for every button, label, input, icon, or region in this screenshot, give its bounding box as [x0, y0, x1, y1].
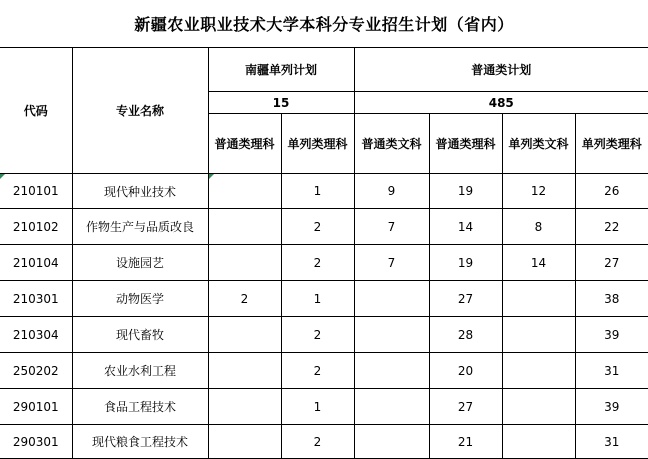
header-code: 代码 — [0, 48, 72, 174]
cell-count — [502, 389, 575, 425]
cell-count — [208, 245, 281, 281]
cell-major-name: 食品工程技术 — [72, 389, 208, 425]
cell-count: 14 — [502, 245, 575, 281]
cell-count: 28 — [429, 317, 502, 353]
cell-count: 1 — [281, 281, 354, 317]
table-row — [0, 245, 648, 281]
header-sub: 单列类文科 — [502, 114, 575, 174]
page-title: 新疆农业职业技术大学本科分专业招生计划（省内） — [134, 14, 514, 34]
cell-count — [354, 389, 429, 425]
header-sub: 普通类理科 — [429, 114, 502, 174]
cell-count: 26 — [575, 174, 648, 209]
cell-count: 2 — [281, 209, 354, 245]
header-group-southern-xinjiang: 南疆单列计划 — [208, 48, 354, 92]
header-sub: 普通类文科 — [354, 114, 429, 174]
cell-count: 27 — [429, 281, 502, 317]
cell-major-name: 设施园艺 — [72, 245, 208, 281]
cell-count — [354, 281, 429, 317]
cell-count: 2 — [281, 425, 354, 459]
cell-count: 38 — [575, 281, 648, 317]
cell-count — [208, 425, 281, 459]
header-sub: 普通类理科 — [208, 114, 281, 174]
cell-count — [354, 425, 429, 459]
cell-count — [208, 209, 281, 245]
cell-code: 290301 — [0, 425, 72, 459]
cell-count: 2 — [208, 281, 281, 317]
table-row — [0, 174, 648, 209]
table-row — [0, 425, 648, 459]
cell-count — [354, 317, 429, 353]
cell-count — [208, 353, 281, 389]
header-major: 专业名称 — [72, 48, 208, 174]
cell-count: 12 — [502, 174, 575, 209]
cell-code: 210304 — [0, 317, 72, 353]
header-sub: 单列类理科 — [575, 114, 648, 174]
header-group-general: 普通类计划 — [354, 48, 648, 92]
cell-count — [354, 353, 429, 389]
header-sub: 单列类理科 — [281, 114, 354, 174]
cell-count — [502, 425, 575, 459]
enrollment-table — [0, 47, 648, 459]
cell-count: 2 — [281, 245, 354, 281]
table-row — [0, 317, 648, 353]
cell-major-name: 农业水利工程 — [72, 353, 208, 389]
cell-count: 2 — [281, 317, 354, 353]
cell-code: 210104 — [0, 245, 72, 281]
cell-count: 2 — [281, 353, 354, 389]
cell-major-name: 动物医学 — [72, 281, 208, 317]
cell-count — [208, 317, 281, 353]
cell-count: 1 — [281, 174, 354, 209]
cell-code: 210101 — [0, 174, 72, 209]
header-group-southern-xinjiang-total: 15 — [208, 92, 354, 114]
cell-count: 8 — [502, 209, 575, 245]
cell-code: 210301 — [0, 281, 72, 317]
cell-count — [502, 317, 575, 353]
cell-code: 210102 — [0, 209, 72, 245]
cell-major-name: 现代粮食工程技术 — [72, 425, 208, 459]
cell-count — [208, 174, 281, 209]
cell-count: 31 — [575, 353, 648, 389]
cell-count: 27 — [575, 245, 648, 281]
cell-count: 39 — [575, 317, 648, 353]
cell-count: 14 — [429, 209, 502, 245]
table-row — [0, 389, 648, 425]
cell-major-name: 现代种业技术 — [72, 174, 208, 209]
table-row — [0, 281, 648, 317]
cell-major-name: 现代畜牧 — [72, 317, 208, 353]
cell-count: 21 — [429, 425, 502, 459]
cell-count: 1 — [281, 389, 354, 425]
cell-count: 39 — [575, 389, 648, 425]
table-row — [0, 353, 648, 389]
cell-count: 7 — [354, 245, 429, 281]
cell-count: 22 — [575, 209, 648, 245]
cell-count: 9 — [354, 174, 429, 209]
cell-code: 290101 — [0, 389, 72, 425]
cell-count: 27 — [429, 389, 502, 425]
cell-count: 31 — [575, 425, 648, 459]
cell-count — [502, 281, 575, 317]
cell-count — [502, 353, 575, 389]
cell-count: 19 — [429, 174, 502, 209]
cell-count — [208, 389, 281, 425]
cell-code: 250202 — [0, 353, 72, 389]
cell-count: 19 — [429, 245, 502, 281]
cell-count: 20 — [429, 353, 502, 389]
cell-count: 7 — [354, 209, 429, 245]
cell-major-name: 作物生产与品质改良 — [72, 209, 208, 245]
header-group-general-total: 485 — [354, 92, 648, 114]
table-row — [0, 209, 648, 245]
